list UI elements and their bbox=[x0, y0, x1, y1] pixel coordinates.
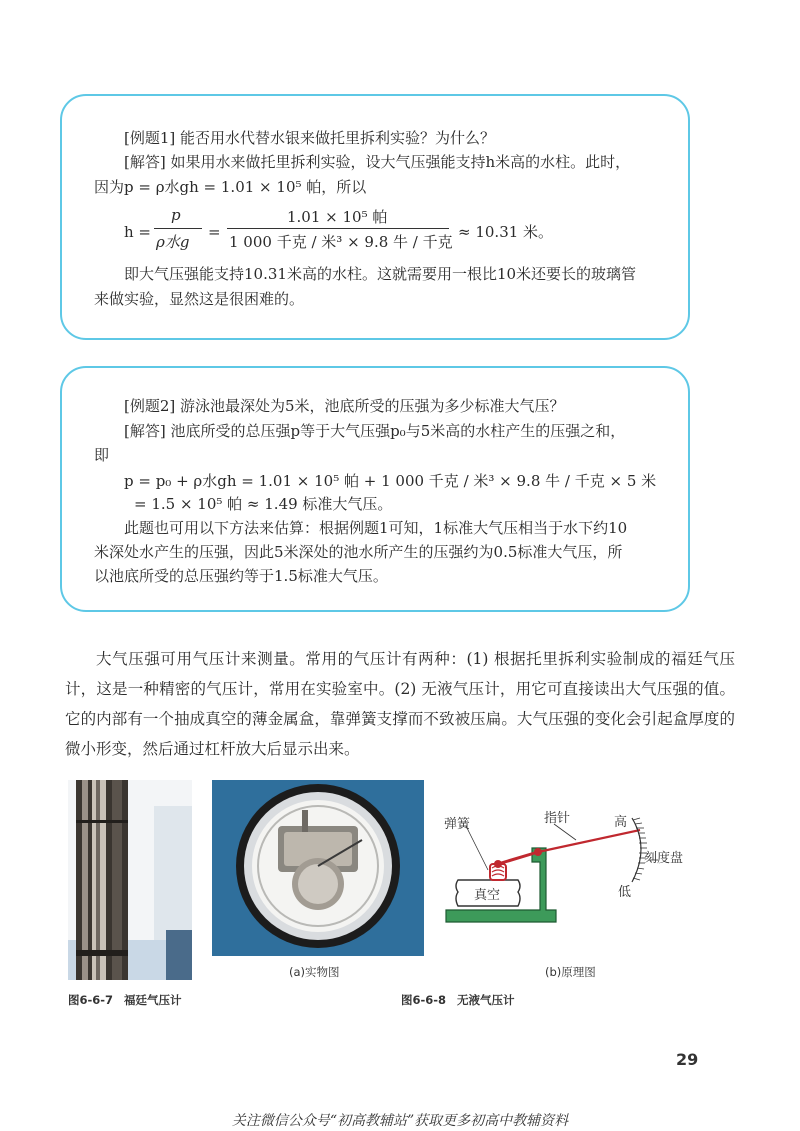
example-2-question: [例题2] 游泳池最深处为5米，池底所受的压强为多少标准大气压？ bbox=[124, 397, 565, 415]
aneroid-principle-diagram bbox=[436, 800, 716, 960]
label-vacuum: 真空 bbox=[474, 888, 501, 903]
pointer-needle bbox=[538, 830, 640, 852]
page-number: 29 bbox=[676, 1050, 699, 1069]
body-paragraph bbox=[65, 644, 735, 764]
example-2-answer-line-1: [解答] 池底所受的总压强p等于大气压强p₀与5米高的水柱产生的压强之和， bbox=[124, 422, 626, 440]
fraction-denominator: ρ水g bbox=[156, 233, 190, 251]
fraction-bar bbox=[154, 228, 202, 229]
example-1-conclusion-line-1: 即大气压强能支持10.31米高的水柱。这就需要用一根比10米还要长的玻璃管 bbox=[124, 265, 637, 283]
example-1-conclusion-line-2: 来做实验，显然这是很困难的。 bbox=[94, 290, 305, 308]
example-1-question: [例题1] 能否用水代替水银来做托里拆利实验？为什么？ bbox=[124, 129, 496, 147]
fig-6-6-8b-caption: (b)原理图 bbox=[545, 965, 596, 979]
body-text: 大气压强可用气压计来测量。常用的气压计有两种：(1) 根据托里拆利实验制成的福廷气压计，这是一种精密的气压计，常用在实验室中。(2) 无液气压计，用它可直接读出大气压强的值。它的内部有一个抽成真空的薄金属盒，靠弹簧支撑而不致被压扁。大气压强的变化会引起盒厚度的微小形变，然后通过杠杆放大后显示出来。 bbox=[65, 650, 735, 758]
example-1-answer-line-1: [解答] 如果用水来做托里拆利实验，设大气压强能支持h米高的水柱。此时， bbox=[124, 153, 631, 171]
equals-sign: = bbox=[208, 223, 221, 241]
example-2-note-line-1: 此题也可用以下方法来估算：根据例题1可知，1标准大气压相当于水下约10 bbox=[124, 519, 628, 537]
footer-promo: 关注微信公众号“初高教辅站”获取更多初高中教辅资料 bbox=[231, 1113, 569, 1129]
fraction-p-over-rho-g bbox=[154, 206, 202, 251]
fig-6-6-8-caption bbox=[401, 992, 515, 1008]
label-dial: 刻度盘 bbox=[644, 851, 684, 866]
fig-6-6-8-title: 无液气压计 bbox=[457, 993, 515, 1007]
label-spring: 弹簧 bbox=[444, 817, 471, 832]
fig-6-6-8-number: 图6-6-8 bbox=[401, 993, 447, 1007]
aneroid-barometer-photo bbox=[212, 780, 424, 956]
dial-scale bbox=[632, 818, 641, 882]
fortin-barometer-photo bbox=[68, 780, 192, 980]
fraction-numerator: p bbox=[171, 206, 181, 224]
formula-lhs: h = bbox=[124, 223, 151, 241]
example-1-answer-line-2: 因为p = ρ水gh = 1.01 × 10⁵ 帕，所以 bbox=[94, 178, 367, 196]
label-high: 高 bbox=[614, 815, 628, 830]
fraction-denominator: 1 000 千克 / 米³ × 9.8 牛 / 千克 bbox=[229, 233, 453, 251]
label-pointer: 指针 bbox=[544, 811, 571, 826]
fraction-bar bbox=[227, 228, 449, 229]
example-2-answer-line-2: 即 bbox=[94, 446, 110, 464]
fraction-numeric bbox=[227, 206, 453, 251]
fig-6-6-7-caption bbox=[68, 992, 182, 1008]
formula-result: ≈ 10.31 米。 bbox=[458, 223, 554, 241]
example-2-note-line-3: 以池底所受的总压强约等于1.5标准大气压。 bbox=[94, 567, 388, 585]
fig-6-6-8a-caption: (a)实物图 bbox=[289, 965, 340, 979]
example-1-box bbox=[60, 94, 690, 340]
example-2-formula-line-1: p = p₀ + ρ水gh = 1.01 × 10⁵ 帕 + 1 000 千克 / 米³ × 9.8 牛 / 千克 × 5 米 bbox=[124, 472, 657, 490]
label-low: 低 bbox=[618, 885, 632, 900]
example-2-note-line-2: 米深处水产生的压强，因此5米深处的池水所产生的压强约为0.5标准大气压，所 bbox=[94, 543, 623, 561]
fig-6-6-7-title: 福廷气压计 bbox=[124, 993, 182, 1007]
example-2-formula-line-2: = 1.5 × 10⁵ 帕 ≈ 1.49 标准大气压。 bbox=[134, 495, 393, 513]
fig-6-6-7-number: 图6-6-7 bbox=[68, 993, 114, 1007]
fraction-numerator: 1.01 × 10⁵ 帕 bbox=[287, 208, 388, 226]
example-2-box bbox=[60, 366, 690, 612]
